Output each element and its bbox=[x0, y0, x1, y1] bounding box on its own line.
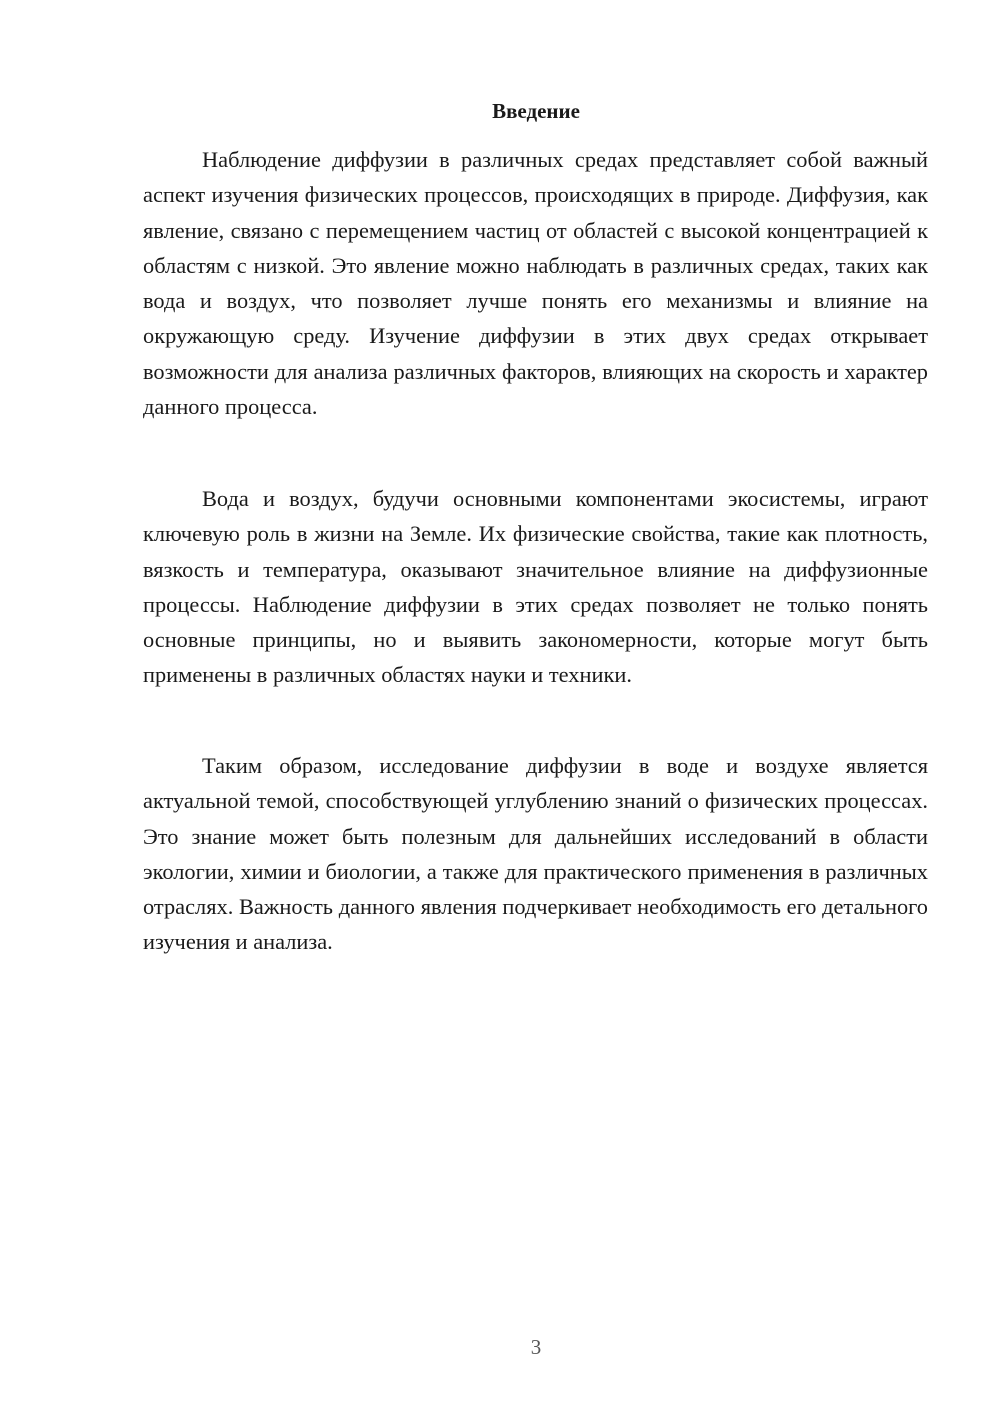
paragraph-2: Вода и воздух, будучи основными компонентами экосистемы, играют ключевую роль в жизни на Земле. Их физические свойства, такие как плотность, вязкость и температура, оказывают значительное влияние на диффузионные процессы. Наблюдение диффузии в этих средах позволяет не только понять основные принципы, но и выявить закономерности, которые могут быть применены в различных областях науки и техники. bbox=[143, 486, 928, 688]
paragraph-1: Наблюдение диффузии в различных средах представляет собой важный аспект изучения физических процессов, происходящих в природе. Диффузия, как явление, связано с перемещением частиц от областей с высокой концентрацией к областям с низкой. Это явление можно наблюдать в различных средах, таких как вода и воздух, что позволяет лучше понять его механизмы и влияние на окружающую среду. Изучение диффузии в этих двух средах открывает возможности для анализа различных факторов, влияющих на скорость и характер данного процесса. bbox=[143, 147, 928, 420]
paragraph-3: Таким образом, исследование диффузии в воде и воздухе является актуальной темой, способствующей углублению знаний о физических процессах. Это знание может быть полезным для дальнейших исследований в области экологии, химии и биологии, а также для практического применения в различных отраслях. Важность данного явления подчеркивает необходимость его детального изучения и анализа. bbox=[143, 753, 928, 955]
section-title: Введение bbox=[492, 99, 580, 123]
page-number: 3 bbox=[530, 1335, 542, 1359]
